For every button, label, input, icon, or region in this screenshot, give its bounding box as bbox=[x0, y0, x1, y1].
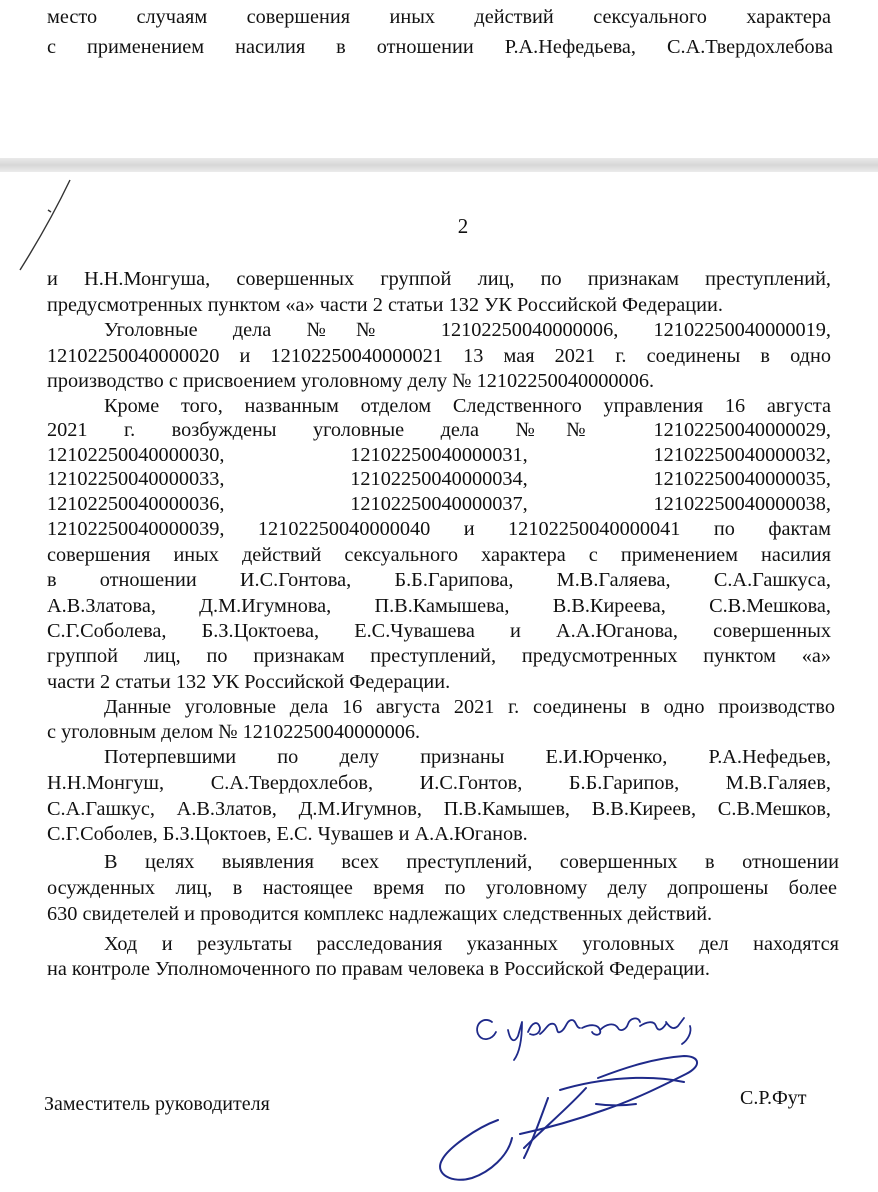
text-line: С.Г.Соболев, Б.З.Цоктоев, Е.С. Чувашев и А.А.Юганов. bbox=[47, 823, 528, 845]
text-line: 12102250040000033, 12102250040000034, 12102250040000035, bbox=[47, 468, 831, 490]
text-line: 630 свидетелей и проводится комплекс надлежащих следственных действий. bbox=[47, 903, 713, 925]
text-line: Кроме того, названным отделом Следственного управления 16 августа bbox=[104, 395, 831, 417]
text-line: производство с присвоением уголовному делу № 12102250040000006. bbox=[47, 370, 655, 392]
text-line: предусмотренных пунктом «а» части 2 статьи 132 УК Российской Федерации. bbox=[47, 294, 723, 316]
text-line: Н.Н.Монгуш, С.А.Твердохлебов, И.С.Гонтов, Б.Б.Гарипов, М.В.Галяев, bbox=[47, 772, 831, 794]
text-line: Уголовные дела №№ 12102250040000006, 12102250040000019, bbox=[104, 319, 831, 341]
text-line: с применением насилия в отношении Р.А.Нефедьева, С.А.Твердохлебова bbox=[47, 36, 833, 58]
text-line: на контроле Уполномоченного по правам человека в Российской Федерации. bbox=[47, 958, 710, 980]
text-line: 12102250040000036, 12102250040000037, 12102250040000038, bbox=[47, 493, 831, 515]
text-line: 12102250040000030, 12102250040000031, 12102250040000032, bbox=[47, 444, 831, 466]
signatory-name: С.Р.Фут bbox=[740, 1087, 807, 1109]
text-line: Данные уголовные дела 16 августа 2021 г. соединены в одно производство bbox=[104, 696, 835, 718]
page-number: 2 bbox=[457, 214, 469, 238]
text-line: Потерпевшими по делу признаны Е.И.Юрченко, Р.А.Нефедьев, bbox=[104, 746, 831, 768]
text-line: место случаям совершения иных действий сексуального характера bbox=[47, 6, 831, 28]
text-line: в отношении И.С.Гонтова, Б.Б.Гарипова, М.В.Галяева, С.А.Гашкуса, bbox=[47, 569, 831, 591]
text-line: группой лиц, по признакам преступлений, предусмотренных пунктом «а» bbox=[47, 645, 831, 667]
text-line: 12102250040000020 и 12102250040000021 13 мая 2021 г. соединены в одно bbox=[47, 345, 831, 367]
text-line: части 2 статьи 132 УК Российской Федерации. bbox=[47, 671, 451, 693]
text-line: С.Г.Соболева, Б.З.Цоктоева, Е.С.Чувашева и А.А.Юганова, совершенных bbox=[47, 620, 831, 642]
text-line: с уголовным делом № 12102250040000006. bbox=[47, 721, 421, 743]
text-line: и Н.Н.Монгуша, совершенных группой лиц, по признакам преступлений, bbox=[47, 268, 831, 290]
text-line: А.В.Златова, Д.М.Игумнова, П.В.Камышева, В.В.Киреева, С.В.Мешкова, bbox=[47, 595, 831, 617]
text-line: 2021 г. возбуждены уголовные дела №№ 12102250040000029, bbox=[47, 419, 831, 441]
text-line: совершения иных действий сексуального характера с применением насилия bbox=[47, 544, 831, 566]
signatory-position: Заместитель руководителя bbox=[44, 1093, 270, 1115]
text-line: С.А.Гашкус, А.В.Златов, Д.М.Игумнов, П.В.Камышев, В.В.Киреев, С.В.Мешков, bbox=[47, 798, 831, 820]
text-line: осужденных лиц, в настоящее время по уголовному делу допрошены более bbox=[47, 877, 837, 899]
text-line: Ход и результаты расследования указанных уголовных дел находятся bbox=[104, 933, 839, 955]
text-line: В целях выявления всех преступлений, совершенных в отношении bbox=[104, 851, 839, 873]
text-line: 12102250040000039, 12102250040000040 и 12102250040000041 по фактам bbox=[47, 518, 831, 540]
